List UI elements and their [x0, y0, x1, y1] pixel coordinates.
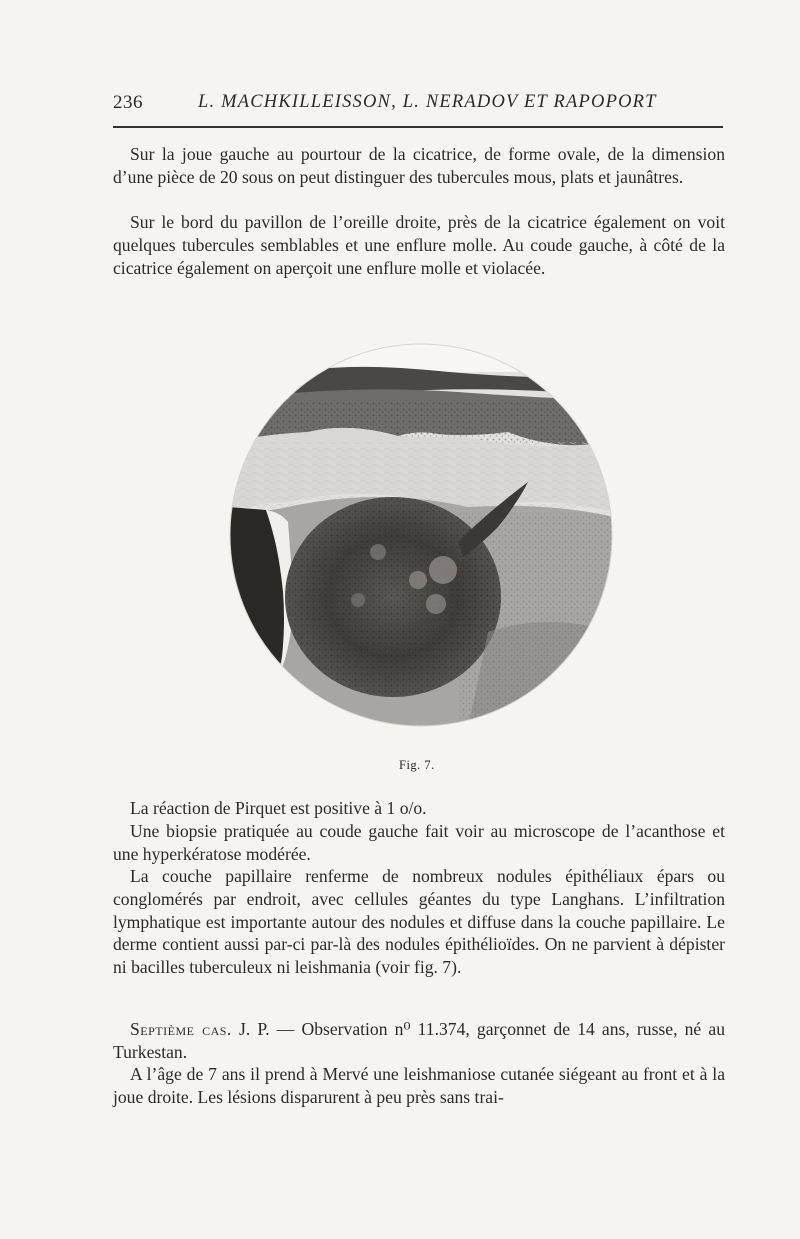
paragraph-seventh-case [113, 1018, 725, 1064]
paragraph-biopsy: Une biopsie pratiquée au coude gauche fait voir au microscope de l’acanthose et une hyperkératose modérée. [113, 821, 725, 864]
paragraph-papillary-layer: La couche papillaire renferme de nombreux nodules épithéliaux épars ou conglomérés par endroit, avec cellules géantes du type Langhans. L’infiltration lymphatique est importante autour des nodules et diffuse dans la couche papillaire. Le derme contient aussi par-ci par-là des nodules épithélioïdes. On ne parvient à dépister ni bacilles tuberculeux ni leishmania (voir fig. 7). [113, 866, 725, 978]
case-label: Septième cas. [130, 1019, 232, 1039]
paragraph-cheek-tubercles: Sur la joue gauche au pourtour de la cicatrice, de forme ovale, de la dimension d’une pièce de 20 sous on peut distinguer des tubercules mous, plats et jaunâtres. [113, 144, 725, 187]
figure-caption: Fig. 7. [399, 758, 435, 772]
running-title: L. MACHKILLEISSON, L. NERADOV ET RAPOPORT [198, 92, 657, 112]
case-text: J. P. — Observation n⁰ 11.374, garçonnet de 14 ans, russe, né au Turkestan. [113, 1019, 725, 1062]
paragraph-ear-elbow: Sur le bord du pavillon de l’oreille droite, près de la cicatrice également on voit quelques tubercules semblables et une enflure molle. Au coude gauche, à côté de la cicatrice également on aperçoit une enflure molle et violacée. [113, 212, 725, 278]
page-number: 236 [113, 92, 143, 113]
header-rule [113, 126, 723, 128]
page-header [113, 92, 723, 118]
paragraph-pirquet: La réaction de Pirquet est positive à 1 o/o. [130, 798, 427, 818]
micrograph-figure [228, 342, 614, 728]
paragraph-age-seven: A l’âge de 7 ans il prend à Mervé une leishmaniose cutanée siégeant au front et à la joue droite. Les lésions disparurent à peu près sans trai- [113, 1064, 725, 1107]
micrograph-image [228, 342, 614, 728]
